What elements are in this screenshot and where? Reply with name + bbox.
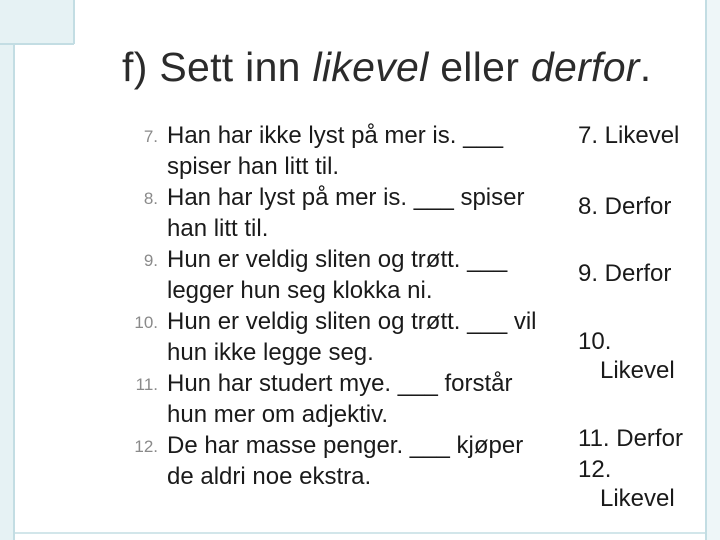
title-word-derfor: derfor (530, 44, 640, 90)
answer-continuation: Likevel (600, 357, 675, 384)
item-number: 7. (143, 127, 158, 146)
answer-item (578, 424, 683, 453)
item-number: 12. (134, 437, 158, 456)
item-text: Han har ikke lyst på mer is. ___ spiser han litt til. (167, 122, 504, 180)
item-text: Han har lyst på mer is. ___ spiser han litt til. (167, 184, 525, 242)
frame-top-right-block (0, 0, 74, 44)
answer-text: 10. (578, 328, 612, 355)
item-number: 11. (135, 375, 158, 394)
page-title (122, 44, 651, 91)
answer-text: 7. Likevel (578, 122, 680, 149)
item-text: Hun har studert mye. ___ forstår hun mer om adjektiv. (167, 370, 513, 428)
item-number: 9. (143, 251, 158, 270)
item-text: Hun er veldig sliten og trøtt. ___ legger hun seg klokka ni. (167, 246, 508, 304)
answer-text: 8. Derfor (578, 193, 672, 220)
answer-text: 11. Derfor (578, 425, 683, 452)
answer-item (578, 455, 675, 513)
item-text: De har masse penger. ___ kjøper de aldri noe ekstra. (167, 432, 524, 490)
item-text: Hun er veldig sliten og trøtt. ___ vil hun ikke legge seg. (167, 308, 537, 366)
answer-text: 9. Derfor (578, 260, 672, 287)
answer-item (578, 259, 671, 288)
title-prefix: f) Sett inn (122, 44, 313, 90)
item-number: 10. (134, 313, 158, 332)
frame-right-fill (707, 0, 720, 540)
answer-continuation: Likevel (600, 485, 675, 512)
answer-item (578, 192, 671, 221)
frame-left-fill (0, 0, 14, 540)
title-suffix: . (639, 44, 652, 90)
answer-item (578, 327, 675, 385)
title-word-likevel: likevel (312, 44, 429, 90)
title-middle: eller (428, 44, 531, 90)
item-number: 8. (143, 189, 158, 208)
answer-item (578, 121, 679, 150)
answer-text: 12. (578, 456, 612, 483)
